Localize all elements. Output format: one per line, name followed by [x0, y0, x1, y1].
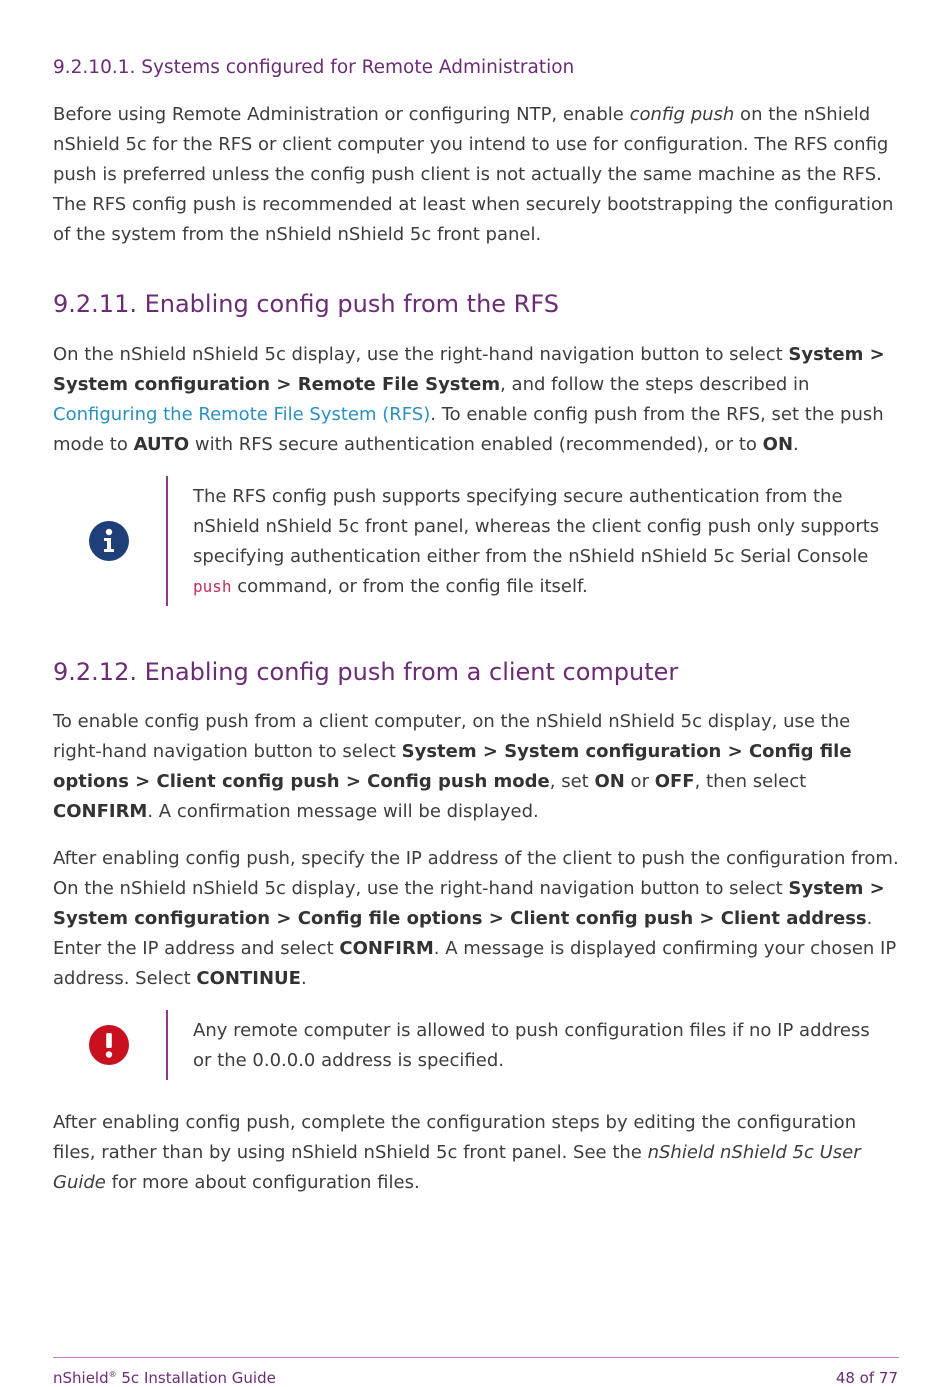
text-run: for more about configuration files.: [105, 1172, 420, 1193]
paragraph-remote-admin: [53, 100, 899, 250]
note-divider: [166, 1010, 168, 1080]
registered-mark: ®: [108, 1370, 117, 1379]
footer-rule: [53, 1357, 899, 1358]
text-run: , and follow the steps described in: [500, 374, 810, 395]
text-run: on the nShield nShield 5c for the RFS or client computer you intend to use for configuration. The RFS config push is preferred unless the config push client is not actually the same machine as the RFS. The RFS config push is recommended at least when securely bootstrapping the configuration of the system from the nShield nShield 5c front panel.: [53, 104, 894, 245]
text-run: Before using Remote Administration or configuring NTP, enable: [53, 104, 630, 125]
text-run: . Enter the IP address and select: [53, 908, 873, 959]
section-heading-9-2-11: 9.2.11. Enabling config push from the RFS: [53, 290, 559, 318]
menu-path-client-address: System > System configuration > Config file options > Client config push > Client address: [53, 878, 885, 929]
footer-title: [53, 1369, 276, 1387]
text-run: On the nShield nShield 5c display, use the right-hand navigation button to select: [53, 344, 789, 365]
paragraph-config-files: [53, 1108, 899, 1198]
info-note: [53, 476, 899, 606]
exclamation-icon: [89, 1025, 129, 1065]
footer-page-number: 48 of 77: [835, 1369, 898, 1387]
warning-note-text: Any remote computer is allowed to push configuration files if no IP address or the 0.0.0.0 address is specified.: [193, 1020, 870, 1071]
warning-note: [53, 1010, 899, 1080]
emphasis-user-guide: nShield nShield 5c User Guide: [53, 1142, 861, 1193]
bold-confirm: CONFIRM: [53, 801, 148, 822]
bold-on: ON: [762, 434, 794, 455]
bold-auto: AUTO: [133, 434, 190, 455]
text-run: After enabling config push, complete the configuration steps by editing the configuration files, rather than by using nShield nShield 5c front panel. See the: [53, 1112, 857, 1163]
text-run: , set: [549, 771, 595, 792]
paragraph-client-address: [53, 844, 899, 994]
link-configuring-rfs[interactable]: Configuring the Remote File System (RFS): [53, 404, 431, 425]
text-run: , then select: [694, 771, 807, 792]
bold-confirm: CONFIRM: [339, 938, 434, 959]
bold-off: OFF: [654, 771, 695, 792]
text-run: command, or from the config file itself.: [231, 576, 588, 597]
text-run: . To enable config push from the RFS, set the push mode to: [53, 404, 884, 455]
paragraph-rfs-config-push: [53, 340, 899, 460]
menu-path-rfs: System > System configuration > Remote File System: [53, 344, 885, 395]
text-run: with RFS secure authentication enabled (recommended), or to: [189, 434, 763, 455]
text-run: .: [300, 968, 307, 989]
bold-continue: CONTINUE: [196, 968, 301, 989]
note-divider: [166, 476, 168, 606]
info-note-text: [193, 482, 883, 602]
emphasis-config-push: config push: [629, 104, 735, 125]
text-run: .: [793, 434, 799, 455]
text-run: To enable config push from a client computer, on the nShield nShield 5c display, use the right-hand navigation button to select: [53, 711, 851, 762]
text-run: After enabling config push, specify the IP address of the client to push the configuration from. On the nShield nShield 5c display, use the right-hand navigation button to select: [53, 848, 899, 899]
menu-path-config-push-mode: System > System configuration > Config file options > Client config push > Config push mode: [53, 741, 852, 792]
info-icon: [89, 521, 129, 561]
code-push: push: [193, 577, 232, 596]
bold-on: ON: [594, 771, 625, 792]
text-run: The RFS config push supports specifying secure authentication from the nShield nShield 5c front panel, whereas the client config push only supports specifying authentication either from the nShield nShield 5c Serial Console: [193, 486, 880, 567]
text-run: . A message is displayed confirming your chosen IP address. Select: [53, 938, 897, 989]
section-heading-9-2-12: 9.2.12. Enabling config push from a client computer: [53, 658, 679, 686]
text-run: . A confirmation message will be displayed.: [147, 801, 539, 822]
paragraph-client-config-push: [53, 707, 899, 827]
text-run: or: [624, 771, 655, 792]
section-heading-9-2-10-1: 9.2.10.1. Systems configured for Remote Administration: [53, 57, 575, 78]
footer-product: nShield: [53, 1369, 109, 1387]
footer-guide-name: 5c Installation Guide: [116, 1369, 276, 1387]
